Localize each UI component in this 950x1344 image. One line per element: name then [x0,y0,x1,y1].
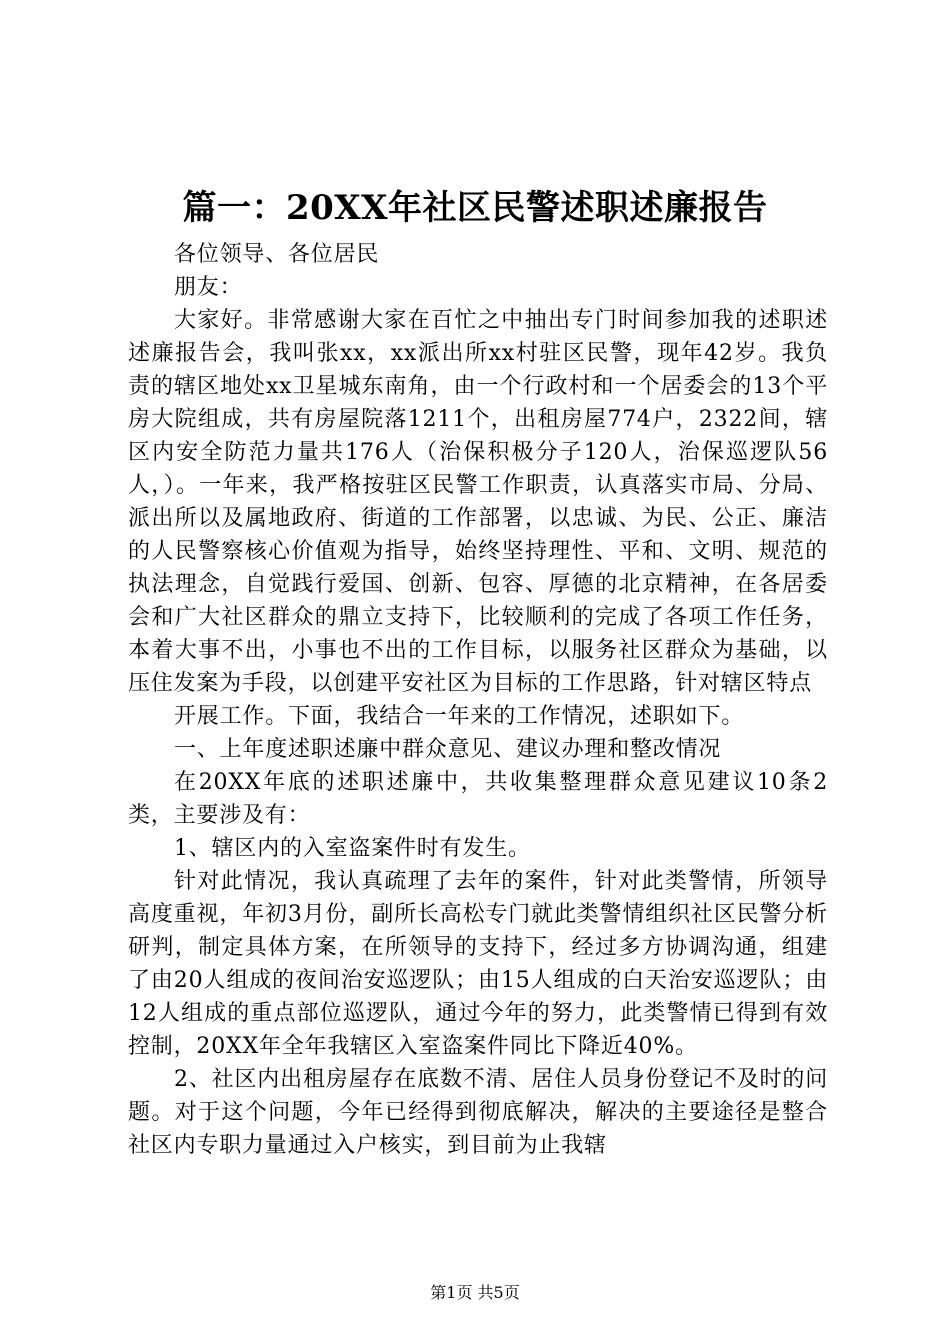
list-item-heading: 1、辖区内的入室盗案件时有发生。 [174,836,531,861]
body-paragraph: 针对此情况，我认真疏理了去年的案件，针对此类警情，所领导高度重视，年初3月份，副所长高松专门就此类警情组织社区民警分析研判，制定具体方案，在所领导的支持下，经过多方协调沟通，组建了由20人组成的夜间治安巡逻队；由15人组成的白天治安巡逻队；由12人组成的重点部位巡逻队，通过今年的努力，此类警情已得到有效控制，20XX年全年我辖区入室盗案件同比下降近40%。 [128,869,828,1059]
document-body [128,238,828,1162]
salutation-line: 朋友： [174,275,243,300]
body-paragraph: 2、社区内出租房屋存在底数不清、居住人员身份登记不及时的问题。对于这个问题，今年已经得到彻底解决，解决的主要途径是整合社区内专职力量通过入户核实，到目前为止我辖 [128,1067,828,1158]
body-paragraph: 大家好。非常感谢大家在百忙之中抽出专门时间参加我的述职述述廉报告会，我叫张xx，xx派出所xx村驻区民警，现年42岁。我负责的辖区地处xx卫星城东南角，由一个行政村和一个居委会的13个平房大院组成，共有房屋院落1211个，出租房屋774户，2322间，辖区内安全防范力量共176人（治保积极分子120人，治保巡逻队56人，）。一年来，我严格按驻区民警工作职责，认真落实市局、分局、派出所以及属地政府、街道的工作部署，以忠诚、为民、公正、廉洁的人民警察核心价值观为指导，始终坚持理性、平和、文明、规范的执法理念，自觉践行爱国、创新、包容、厚德的北京精神，在各居委会和广大社区群众的鼎立支持下，比较顺利的完成了各项工作任务，本着大事不出，小事也不出的工作目标，以服务社区群众为基础，以压住发案为手段，以创建平安社区为目标的工作思路，针对辖区特点 [128,308,828,696]
body-paragraph: 开展工作。下面，我结合一年来的工作情况，述职如下。 [174,704,745,729]
document-title: 篇一：20XX年社区民警述职述廉报告 [182,188,768,228]
page-footer: 第1页 共5页 [430,1283,520,1302]
body-paragraph: 在20XX年底的述职述廉中，共收集整理群众意见建议10条2类，主要涉及有： [128,770,828,828]
salutation-line: 各位领导、各位居民 [174,242,380,267]
section-heading: 一、上年度述职述廉中群众意见、建议办理和整改情况 [174,737,722,762]
